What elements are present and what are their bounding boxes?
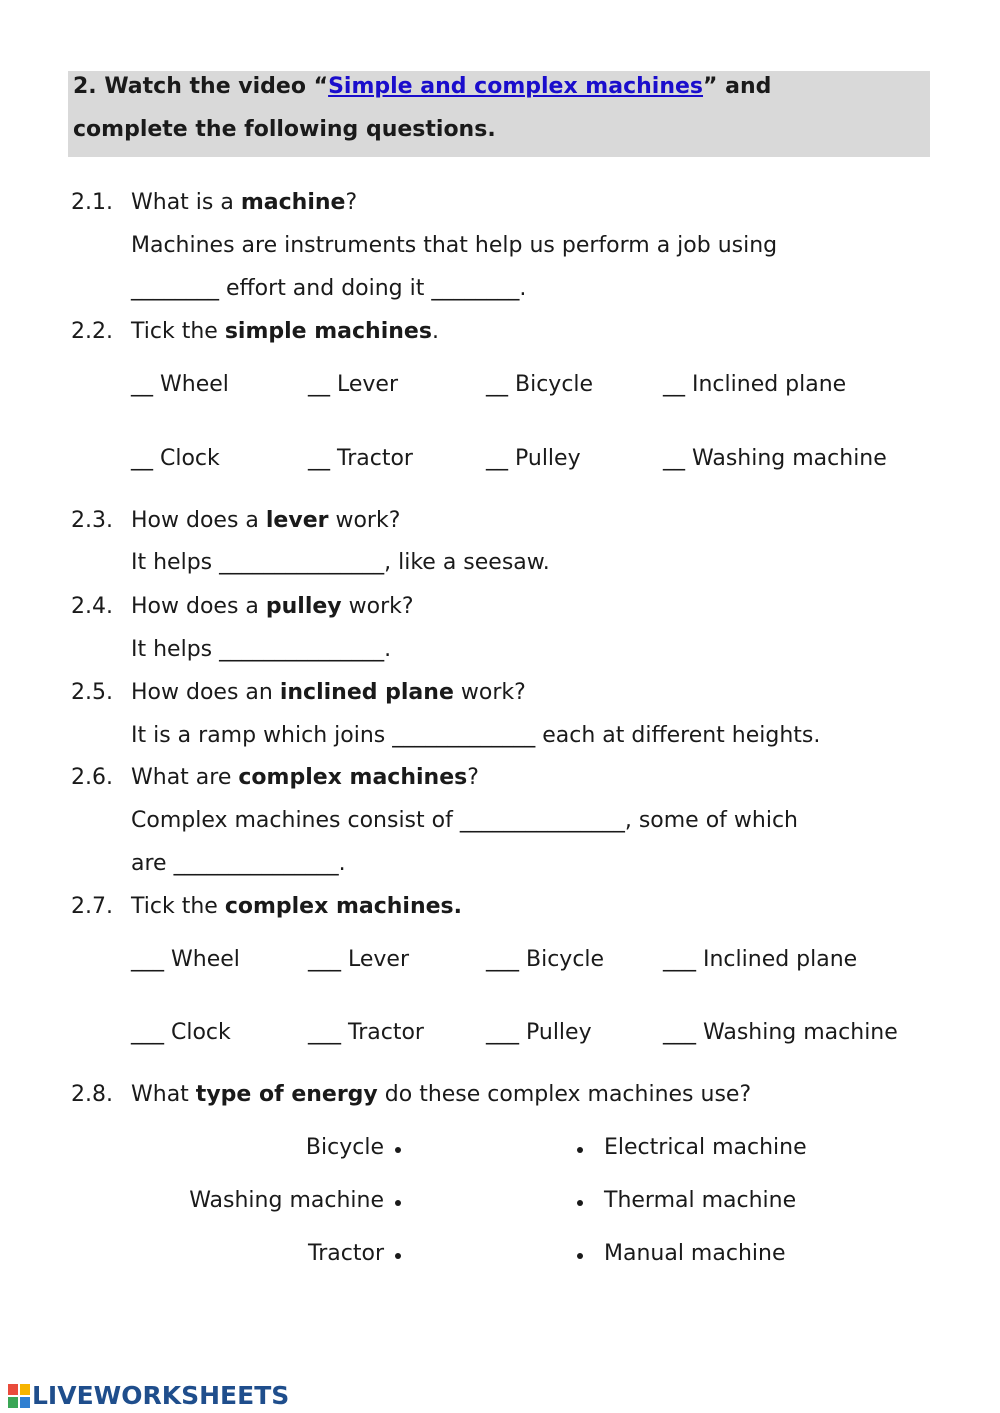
question-text: What (131, 1082, 196, 1107)
question-2-3 (131, 510, 400, 532)
tick-option[interactable]: ___ Inclined plane (663, 947, 858, 972)
question-text: work? (328, 508, 401, 533)
header-suffix: ” and (703, 74, 772, 99)
header-line-1 (73, 76, 771, 98)
match-right-item: Electrical machine (604, 1135, 807, 1160)
question-keyword: complex machines (238, 765, 468, 790)
header-line-2: complete the following questions. (73, 117, 496, 142)
match-right-dot[interactable] (577, 1253, 583, 1259)
tick-option[interactable]: ___ Wheel (131, 947, 240, 972)
question-keyword: simple machines (224, 319, 432, 344)
question-text: What is a (131, 190, 241, 215)
tick-option[interactable]: __ Washing machine (663, 446, 887, 471)
liveworksheets-logo-icon (8, 1384, 30, 1408)
tick-option[interactable]: ___ Tractor (308, 1020, 424, 1045)
question-number: 2.4. (71, 594, 113, 619)
question-text: What are (131, 765, 239, 790)
question-text: ? (467, 765, 479, 790)
question-text: How does an (131, 680, 280, 705)
question-text: do these complex machines use? (377, 1082, 752, 1107)
match-left-item: Tractor (308, 1241, 384, 1266)
tick-option[interactable]: ___ Lever (308, 947, 409, 972)
question-text: ? (345, 190, 358, 215)
answer-blank-line[interactable]: ________ effort and doing it ________. (131, 276, 527, 301)
question-2-1 (131, 192, 357, 214)
question-text: How does a (131, 508, 266, 533)
answer-blank-line[interactable]: It helps _______________. (131, 637, 392, 662)
question-text: How does a (131, 594, 266, 619)
tick-option[interactable]: ___ Bicycle (486, 947, 605, 972)
tick-option[interactable]: __ Tractor (308, 446, 413, 471)
answer-line: Machines are instruments that help us perform a job using (131, 233, 778, 258)
tick-option[interactable]: __ Clock (131, 446, 220, 471)
question-text: work? (341, 594, 414, 619)
question-keyword: type of energy (195, 1082, 378, 1107)
logo-text: LIVEWORKSHEETS (32, 1381, 290, 1410)
match-left-item: Washing machine (189, 1188, 384, 1213)
question-2-8 (131, 1084, 751, 1106)
tick-option[interactable]: ___ Pulley (486, 1020, 592, 1045)
match-left-item: Bicycle (305, 1135, 384, 1160)
question-keyword: complex machines. (224, 894, 462, 919)
tick-option[interactable]: __ Inclined plane (663, 372, 847, 397)
answer-blank-line[interactable]: It helps _______________, like a seesaw. (131, 550, 550, 575)
answer-blank-line[interactable]: are _______________. (131, 851, 346, 876)
question-number: 2.6. (71, 765, 113, 790)
match-right-item: Manual machine (604, 1241, 786, 1266)
tick-option[interactable]: __ Pulley (486, 446, 581, 471)
question-number: 2.5. (71, 680, 113, 705)
answer-blank-line[interactable]: It is a ramp which joins _____________ each at different heights. (131, 723, 821, 748)
tick-option[interactable]: __ Lever (308, 372, 398, 397)
question-2-7 (131, 896, 462, 918)
question-number: 2.2. (71, 319, 113, 344)
tick-option[interactable]: __ Wheel (131, 372, 229, 397)
video-link[interactable]: Simple and complex machines (328, 74, 704, 99)
answer-blank-line[interactable]: Complex machines consist of _______________, some of which (131, 808, 798, 833)
question-number: 2.3. (71, 508, 113, 533)
match-left-dot[interactable] (395, 1147, 401, 1153)
question-number: 2.1. (71, 190, 113, 215)
question-2-5 (131, 682, 526, 704)
question-keyword: inclined plane (279, 680, 454, 705)
match-left-dot[interactable] (395, 1200, 401, 1206)
question-keyword: machine (240, 190, 346, 215)
match-right-dot[interactable] (577, 1200, 583, 1206)
match-left-dot[interactable] (395, 1253, 401, 1259)
match-right-item: Thermal machine (604, 1188, 797, 1213)
question-number: 2.8. (71, 1082, 113, 1107)
question-text: . (431, 319, 439, 344)
match-right-dot[interactable] (577, 1147, 583, 1153)
tick-option[interactable]: ___ Washing machine (663, 1020, 898, 1045)
question-2-2 (131, 321, 439, 343)
tick-option[interactable]: ___ Clock (131, 1020, 231, 1045)
question-keyword: lever (265, 508, 329, 533)
question-text: Tick the (131, 319, 225, 344)
question-2-6 (131, 767, 479, 789)
question-text: work? (453, 680, 526, 705)
question-number: 2.7. (71, 894, 113, 919)
question-2-4 (131, 596, 414, 618)
tick-option[interactable]: __ Bicycle (486, 372, 594, 397)
header-prefix: 2. Watch the video “ (73, 74, 329, 99)
question-keyword: pulley (265, 594, 342, 619)
question-text: Tick the (131, 894, 225, 919)
